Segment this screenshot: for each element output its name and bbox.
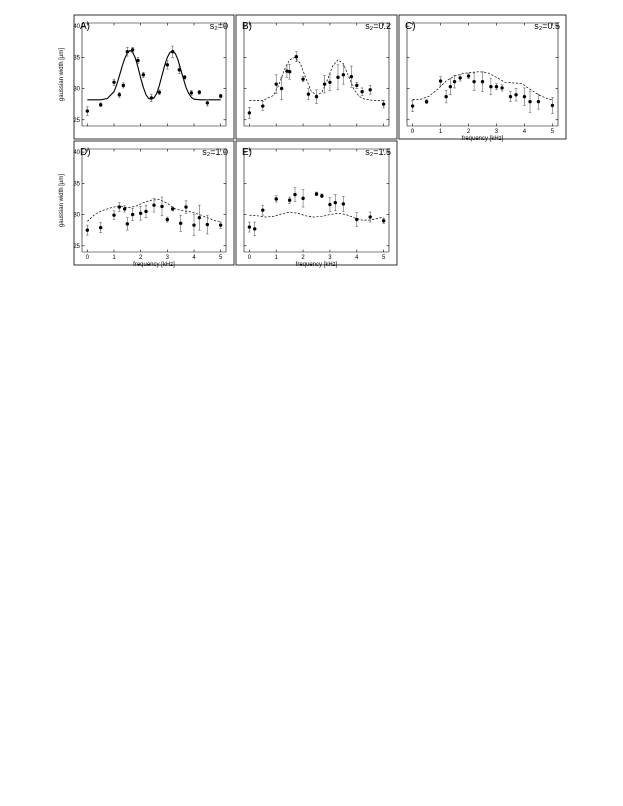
data-point bbox=[489, 85, 492, 88]
x-tick-label: 5 bbox=[381, 255, 386, 261]
x-axis-title: frequency [kHz] bbox=[133, 262, 175, 268]
data-point bbox=[382, 219, 385, 222]
data-point bbox=[509, 95, 512, 98]
x-tick-label: 0 bbox=[410, 129, 415, 135]
data-point bbox=[411, 104, 414, 107]
y-tick-label: 30 bbox=[73, 86, 80, 93]
panel-c bbox=[399, 15, 566, 142]
data-point bbox=[126, 50, 129, 53]
panel-label: E) bbox=[242, 147, 252, 158]
data-point bbox=[323, 82, 326, 85]
panel-frame bbox=[74, 15, 234, 139]
parameter-label: s₂=0.5 bbox=[534, 21, 560, 31]
x-tick-label: 2 bbox=[138, 255, 143, 261]
data-point bbox=[248, 111, 251, 114]
data-point bbox=[360, 90, 363, 93]
data-point bbox=[288, 70, 291, 73]
data-point bbox=[295, 55, 298, 58]
data-point bbox=[307, 92, 310, 95]
panel-label: B) bbox=[242, 21, 252, 32]
data-point bbox=[206, 223, 209, 226]
data-point bbox=[112, 213, 115, 216]
panel-b bbox=[236, 15, 397, 139]
x-tick-label: 5 bbox=[218, 255, 223, 261]
y-tick-label: 25 bbox=[73, 117, 80, 124]
data-point bbox=[86, 228, 89, 231]
data-point bbox=[458, 76, 461, 79]
panel-label: C) bbox=[405, 21, 416, 32]
data-point bbox=[472, 80, 475, 83]
data-point bbox=[382, 102, 385, 105]
data-point bbox=[369, 88, 372, 91]
data-point bbox=[123, 207, 126, 210]
data-point bbox=[112, 81, 115, 84]
panel-d bbox=[59, 141, 234, 268]
data-point bbox=[537, 100, 540, 103]
data-point bbox=[342, 202, 345, 205]
x-tick-label: 3 bbox=[494, 129, 499, 135]
x-tick-label: 4 bbox=[355, 255, 359, 261]
data-point bbox=[315, 192, 318, 195]
data-point bbox=[275, 197, 278, 200]
panel-e bbox=[236, 141, 397, 268]
data-point bbox=[350, 75, 353, 78]
data-point bbox=[166, 218, 169, 221]
x-tick-label: 5 bbox=[550, 129, 555, 135]
data-point bbox=[184, 205, 187, 208]
data-point bbox=[136, 59, 139, 62]
data-point bbox=[99, 226, 102, 229]
panel-label: D) bbox=[80, 147, 91, 158]
x-axis-title: frequency [kHz] bbox=[295, 262, 338, 268]
data-point bbox=[328, 81, 331, 84]
data-point bbox=[86, 109, 89, 112]
data-point bbox=[131, 213, 134, 216]
data-point bbox=[126, 222, 129, 225]
x-tick-label: 1 bbox=[274, 255, 278, 261]
data-point bbox=[425, 100, 428, 103]
x-tick-label: 4 bbox=[192, 255, 196, 261]
data-point bbox=[219, 94, 222, 97]
parameter-label: s₂=0 bbox=[209, 21, 228, 31]
y-tick-label: 40 bbox=[73, 24, 80, 31]
y-tick-label: 40 bbox=[73, 150, 80, 157]
data-point bbox=[158, 91, 161, 94]
data-point bbox=[248, 225, 251, 228]
parameter-label: s₂=1.5 bbox=[365, 147, 391, 157]
data-point bbox=[528, 100, 531, 103]
data-point bbox=[315, 95, 318, 98]
data-point bbox=[334, 201, 337, 204]
data-point bbox=[275, 82, 278, 85]
x-tick-label: 2 bbox=[466, 129, 471, 135]
data-point bbox=[328, 203, 331, 206]
data-point bbox=[99, 103, 102, 106]
y-tick-label: 35 bbox=[73, 181, 80, 188]
data-point bbox=[142, 73, 145, 76]
data-point bbox=[190, 91, 193, 94]
x-axis-title: frequency [kHz] bbox=[461, 136, 504, 142]
panel-frame bbox=[236, 15, 397, 139]
data-point bbox=[453, 80, 456, 83]
y-tick-label: 25 bbox=[73, 243, 80, 250]
x-tick-label: 3 bbox=[165, 255, 170, 261]
data-point bbox=[198, 216, 201, 219]
data-point bbox=[495, 85, 498, 88]
data-point bbox=[198, 91, 201, 94]
data-point bbox=[288, 198, 291, 201]
data-point bbox=[320, 194, 323, 197]
data-point bbox=[219, 223, 222, 226]
panel-frame bbox=[236, 141, 397, 265]
data-point bbox=[355, 84, 358, 87]
data-point bbox=[301, 197, 304, 200]
x-tick-label: 1 bbox=[438, 129, 443, 135]
data-point bbox=[523, 95, 526, 98]
data-point bbox=[514, 93, 517, 96]
data-point bbox=[342, 73, 345, 76]
data-point bbox=[336, 76, 339, 79]
data-point bbox=[301, 77, 304, 80]
parameter-label: s₂=0.2 bbox=[365, 21, 391, 31]
data-point bbox=[293, 193, 296, 196]
data-point bbox=[551, 104, 554, 107]
data-point bbox=[192, 223, 195, 226]
data-point bbox=[150, 96, 153, 99]
parameter-label: s₂=1.0 bbox=[202, 147, 228, 157]
data-point bbox=[179, 222, 182, 225]
data-point bbox=[467, 74, 470, 77]
data-point bbox=[144, 210, 147, 213]
data-point bbox=[131, 48, 134, 51]
data-point bbox=[369, 215, 372, 218]
data-point bbox=[280, 87, 283, 90]
data-point bbox=[171, 207, 174, 210]
data-point bbox=[444, 95, 447, 98]
data-point bbox=[261, 104, 264, 107]
data-point bbox=[178, 68, 181, 71]
data-point bbox=[206, 101, 209, 104]
y-axis-title: gaussian width [µm] bbox=[59, 47, 65, 102]
x-tick-label: 2 bbox=[301, 255, 305, 261]
data-point bbox=[253, 227, 256, 230]
data-point bbox=[152, 203, 155, 206]
y-tick-label: 30 bbox=[73, 212, 80, 219]
y-tick-label: 35 bbox=[73, 55, 80, 62]
data-point bbox=[122, 84, 125, 87]
data-point bbox=[439, 79, 442, 82]
y-axis-title: gaussian width [µm] bbox=[59, 173, 65, 228]
x-tick-label: 0 bbox=[85, 255, 90, 261]
data-point bbox=[261, 208, 264, 211]
x-tick-label: 4 bbox=[522, 129, 527, 135]
data-point bbox=[118, 93, 121, 96]
data-point bbox=[355, 218, 358, 221]
panel-a bbox=[59, 15, 234, 139]
data-point bbox=[481, 80, 484, 83]
data-point bbox=[500, 86, 503, 89]
x-tick-label: 0 bbox=[247, 255, 252, 261]
panel-label: A) bbox=[80, 21, 90, 32]
data-point bbox=[166, 63, 169, 66]
data-point bbox=[118, 205, 121, 208]
data-point bbox=[160, 205, 163, 208]
x-tick-label: 3 bbox=[328, 255, 332, 261]
data-point bbox=[171, 50, 174, 53]
data-point bbox=[449, 85, 452, 88]
data-point bbox=[183, 76, 186, 79]
x-tick-label: 1 bbox=[112, 255, 116, 261]
data-point bbox=[139, 212, 142, 215]
